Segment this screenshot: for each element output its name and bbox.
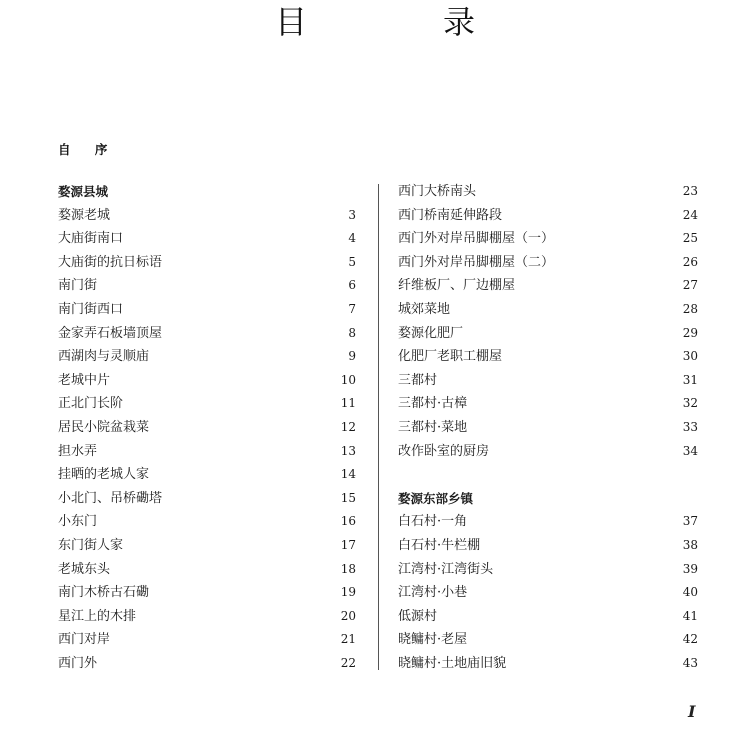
entry-title: 西门外对岸吊脚棚屋（二） — [398, 254, 555, 270]
entry-title: 白石村·牛栏棚 — [398, 537, 481, 553]
entry-page-number: 39 — [682, 561, 698, 576]
entry-page-number: 38 — [682, 537, 698, 552]
entry-page-number: 25 — [682, 231, 698, 246]
toc-entry[interactable] — [58, 605, 356, 629]
entry-page-number: 8 — [348, 325, 356, 340]
entry-page-number: 16 — [340, 514, 356, 529]
section-gap — [398, 463, 698, 487]
entry-title: 西湖肉与灵顺庙 — [58, 349, 150, 365]
toc-entry[interactable] — [58, 534, 356, 558]
entry-title: 大庙街南口 — [58, 231, 124, 247]
entry-title: 西门大桥南头 — [398, 184, 477, 199]
entry-title: 居民小院盆栽菜 — [58, 419, 150, 435]
entry-page-number: 9 — [348, 349, 356, 364]
toc-entry[interactable] — [398, 274, 698, 298]
toc-entry[interactable] — [398, 652, 698, 676]
entry-page-number: 18 — [340, 561, 356, 576]
entry-title: 担水弄 — [58, 443, 98, 459]
toc-entry[interactable] — [58, 322, 356, 346]
toc-entry[interactable] — [398, 204, 698, 228]
entry-title: 星江上的木排 — [58, 608, 137, 624]
toc-entry[interactable] — [58, 463, 356, 487]
entry-title: 江湾村·江湾街头 — [398, 561, 494, 577]
entry-title: 老城中片 — [58, 372, 111, 388]
toc-entry[interactable] — [58, 440, 356, 464]
toc-entry[interactable] — [398, 628, 698, 652]
entry-title: 江湾村·小巷 — [398, 585, 468, 601]
entry-title: 婺源化肥厂 — [398, 325, 464, 341]
entry-page-number: 29 — [682, 325, 698, 340]
toc-entry[interactable] — [398, 392, 698, 416]
entry-title: 城郊菜地 — [398, 301, 451, 317]
entry-title: 大庙街的抗日标语 — [58, 254, 163, 270]
entry-title: 挂晒的老城人家 — [58, 467, 150, 483]
entry-page-number: 41 — [682, 608, 698, 623]
page-folio: I — [688, 702, 696, 721]
entry-title: 西门对岸 — [58, 632, 111, 648]
toc-entry[interactable] — [398, 180, 698, 204]
toc-list-right-b — [398, 510, 698, 675]
entry-page-number: 19 — [340, 585, 356, 600]
toc-entry[interactable] — [398, 322, 698, 346]
entry-page-number: 17 — [340, 537, 356, 552]
toc-entry[interactable] — [58, 416, 356, 440]
entry-title: 三都村 — [398, 372, 438, 388]
entry-title: 晓鳙村·老屋 — [398, 632, 468, 648]
entry-page-number: 5 — [348, 254, 356, 269]
entry-page-number: 7 — [348, 301, 356, 316]
toc-entry[interactable] — [58, 369, 356, 393]
column-divider — [378, 184, 379, 670]
entry-page-number: 3 — [348, 207, 356, 222]
entry-page-number: 10 — [340, 372, 356, 387]
toc-entry[interactable] — [58, 204, 356, 228]
entry-page-number: 20 — [340, 608, 356, 623]
entry-page-number: 30 — [682, 349, 698, 364]
toc-entry[interactable] — [398, 345, 698, 369]
toc-entry[interactable] — [58, 298, 356, 322]
entry-page-number: 27 — [682, 278, 698, 293]
entry-title: 金家弄石板墙顶屋 — [58, 325, 163, 341]
toc-entry[interactable] — [398, 227, 698, 251]
entry-page-number: 11 — [340, 396, 356, 411]
entry-title: 纤维板厂、厂边棚屋 — [398, 278, 516, 294]
toc-left-column — [58, 180, 356, 675]
toc-entry[interactable] — [398, 251, 698, 275]
entry-title: 小北门、吊桥磡塔 — [58, 490, 163, 506]
entry-page-number: 31 — [682, 372, 698, 387]
entry-title: 白石村·一角 — [398, 514, 468, 530]
entry-page-number: 24 — [682, 207, 698, 222]
entry-page-number: 42 — [682, 632, 698, 647]
toc-entry[interactable] — [58, 392, 356, 416]
toc-entry[interactable] — [58, 345, 356, 369]
toc-entry[interactable] — [398, 534, 698, 558]
toc-list-right-a — [398, 180, 698, 463]
entry-page-number: 14 — [340, 467, 356, 482]
entry-title: 西门外对岸吊脚棚屋（一） — [398, 231, 555, 247]
entry-title: 小东门 — [58, 514, 98, 530]
entry-title: 化肥厂老职工棚屋 — [398, 349, 503, 365]
toc-entry[interactable] — [58, 510, 356, 534]
toc-entry[interactable] — [398, 558, 698, 582]
toc-entry[interactable] — [398, 369, 698, 393]
entry-title: 老城东头 — [58, 561, 111, 577]
entry-title: 三都村·菜地 — [398, 419, 468, 435]
toc-entry[interactable] — [58, 652, 356, 676]
toc-entry[interactable] — [58, 628, 356, 652]
entry-page-number: 12 — [340, 419, 356, 434]
preface-entry[interactable]: 自 序 — [58, 142, 118, 157]
entry-page-number: 37 — [682, 514, 698, 529]
entry-title: 东门街人家 — [58, 537, 124, 553]
section-heading: 婺源东部乡镇 — [398, 490, 474, 506]
entry-title: 婺源老城 — [58, 207, 111, 223]
entry-title: 南门街西口 — [58, 301, 124, 317]
entry-page-number: 33 — [682, 419, 698, 434]
entry-page-number: 6 — [348, 278, 356, 293]
entry-title: 正北门长阶 — [58, 396, 124, 412]
entry-page-number: 28 — [682, 301, 698, 316]
entry-title: 南门街 — [58, 278, 98, 294]
entry-page-number: 13 — [340, 443, 356, 458]
toc-list-left — [58, 204, 356, 676]
entry-page-number: 4 — [348, 231, 356, 246]
page-title: 目 录 — [274, 3, 527, 41]
toc-entry[interactable] — [398, 581, 698, 605]
entry-page-number: 34 — [682, 443, 698, 458]
toc-entry[interactable] — [398, 416, 698, 440]
entry-page-number: 43 — [682, 655, 698, 670]
entry-page-number: 32 — [682, 396, 698, 411]
toc-right-column — [398, 180, 698, 675]
entry-page-number: 21 — [340, 632, 356, 647]
toc-entry[interactable] — [58, 581, 356, 605]
entry-page-number: 22 — [340, 655, 356, 670]
toc-entry[interactable] — [398, 510, 698, 534]
toc-entry[interactable] — [398, 298, 698, 322]
entry-title: 三都村·古樟 — [398, 396, 468, 412]
entry-title: 西门桥南延伸路段 — [398, 207, 503, 223]
entry-page-number: 40 — [682, 585, 698, 600]
entry-page-number: 15 — [340, 490, 356, 505]
entry-title: 南门木桥古石磡 — [58, 585, 150, 601]
entry-title: 低源村 — [398, 608, 438, 624]
entry-title: 改作卧室的厨房 — [398, 443, 490, 459]
toc-entry[interactable] — [58, 251, 356, 275]
section-heading: 婺源县城 — [58, 184, 109, 199]
toc-entry[interactable] — [398, 440, 698, 464]
toc-entry[interactable] — [398, 605, 698, 629]
toc-entry[interactable] — [58, 558, 356, 582]
toc-entry[interactable] — [58, 227, 356, 251]
toc-entry[interactable] — [58, 274, 356, 298]
entry-page-number: 23 — [682, 184, 698, 198]
entry-title: 西门外 — [58, 655, 98, 671]
entry-title: 晓鳙村·土地庙旧貌 — [398, 655, 507, 671]
entry-page-number: 26 — [682, 254, 698, 269]
toc-entry[interactable] — [58, 487, 356, 511]
